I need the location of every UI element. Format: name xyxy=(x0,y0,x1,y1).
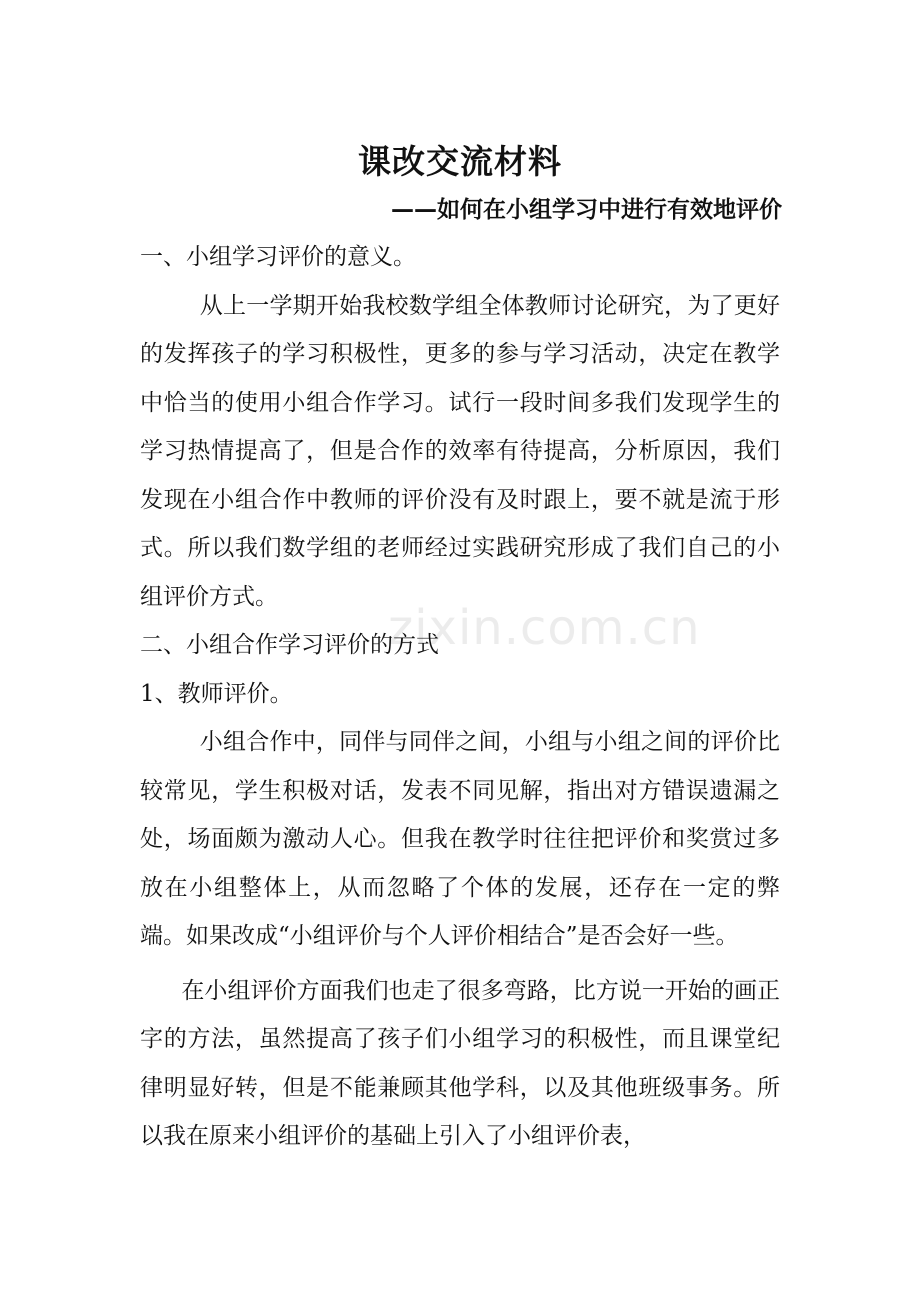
paragraph-teacher-evaluation: 小组合作中，同伴与同伴之间，小组与小组之间的评价比较常见，学生积极对话，发表不同见解，指出对方错误遗漏之处，场面颇为激动人心。但我在教学时往往把评价和奖赏过多放在小组整体上，从而忽略了个体的发展，还存在一定的弊端。如果改成“小组评价与个人评价相结合”是否会好一些。 xyxy=(140,729,780,949)
watermark: zixin.com.cn xyxy=(388,600,701,656)
document-subtitle: ——如何在小组学习中进行有效地评价 xyxy=(391,197,782,223)
section-heading-2: 二、小组合作学习评价的方式 xyxy=(140,632,439,658)
paragraph-intro: 从上一学期开始我校数学组全体教师讨论研究，为了更好的发挥孩子的学习积极性，更多的参与学习活动，决定在教学中恰当的使用小组合作学习。试行一段时间多我们发现学生的学习热情提高了，但是合作的效率有待提高，分析原因，我们发现在小组合作中教师的评价没有及时跟上，要不就是流于形式。所以我们数学组的老师经过实践研究形成了我们自己的小组评价方式。 xyxy=(140,292,780,610)
paragraph-group-evaluation: 在小组评价方面我们也走了很多弯路，比方说一开始的画正字的方法，虽然提高了孩子们小组学习的积极性，而且课堂纪律明显好转，但是不能兼顾其他学科，以及其他班级事务。所以我在原来小组评价的基础上引入了小组评价表， xyxy=(140,977,780,1149)
section-heading-1: 一、小组学习评价的意义。 xyxy=(140,244,416,270)
subsection-heading-teacher: 1、教师评价。 xyxy=(140,680,293,707)
document-body xyxy=(140,233,780,1161)
document-title: 课改交流材料 xyxy=(358,142,562,181)
